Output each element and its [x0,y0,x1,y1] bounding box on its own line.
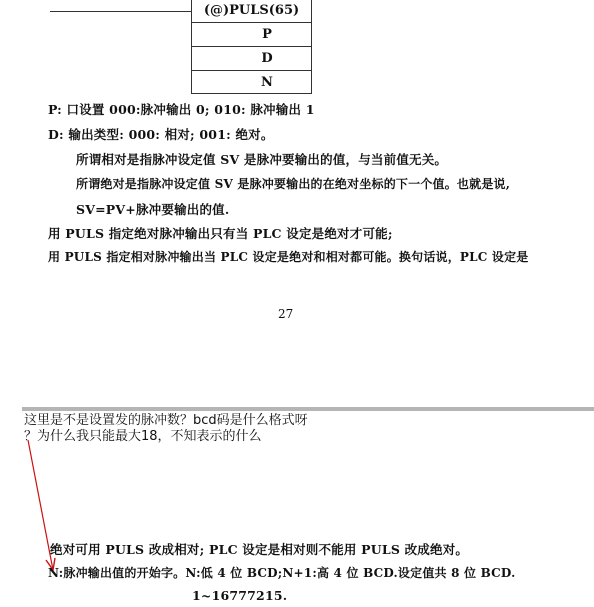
operand-d: D [261,51,273,66]
instruction-label: (@)PULS(65) [203,3,300,18]
text-line: 绝对可用 PULS 改成相对; PLC 设定是相对则不能用 PULS 改成绝对。 [50,542,469,557]
text-line: N:脉冲输出值的开始字。N:低 4 位 BCD;N+1:高 4 位 BCD.设定值共 8 位 BCD. [48,566,516,580]
page-number: 27 [278,307,294,321]
text-line: 用 PULS 指定绝对脉冲输出只有当 PLC 设定是绝对才可能; [48,226,393,241]
text-line: SV=PV+脉冲要输出的值. [76,202,230,217]
annotation-question: 这里是不是设置发的脉冲数？bcd码是什么格式呀 [24,413,308,428]
text-line: P: 口设置 000:脉冲输出 0; 010: 脉冲输出 1 [48,102,315,117]
text-line: 用 PULS 指定相对脉冲输出当 PLC 设定是绝对和相对都可能。换句话说，PLC 设定是 [48,250,529,264]
text-line: 所谓相对是指脉冲设定值 SV 是脉冲要输出的值，与当前值无关。 [76,152,448,167]
text-line: D: 输出类型: 000: 相对; 001: 绝对。 [48,127,274,142]
annotation-question: ？为什么我只能最大18，不知表示的什么 [24,429,262,444]
operand-n: N [261,75,273,90]
text-line: 1~16777215. [192,588,288,603]
operand-p: P [262,27,272,42]
text-line: 所谓绝对是指脉冲设定值 SV 是脉冲要输出的在绝对坐标的下一个值。也就是说, [76,177,511,191]
